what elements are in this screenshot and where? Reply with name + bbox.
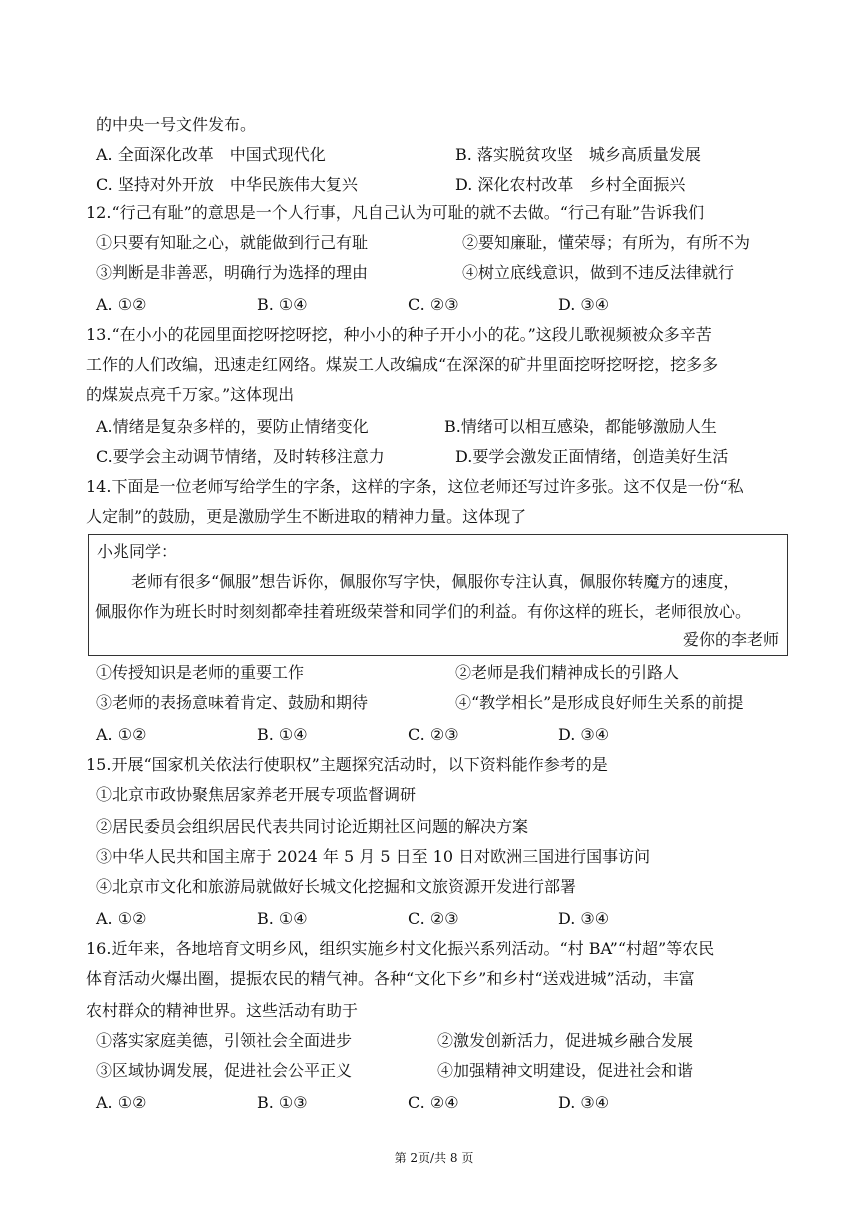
q13-option-b: B.情绪可以相互感染，都能够激励人生 bbox=[444, 417, 717, 436]
q12-choice-d: D. ③④ bbox=[558, 295, 610, 314]
q12-stem: 12.“行己有耻”的意思是一个人行事，凡自己认为可耻的就不去做。“行己有耻”告诉我们 bbox=[86, 203, 705, 222]
q13-option-a: A.情绪是复杂多样的，要防止情绪变化 bbox=[96, 417, 369, 436]
q15-statement-1: ①北京市政协聚焦居家养老开展专项监督调研 bbox=[96, 785, 417, 804]
q14-choice-a: A. ①② bbox=[96, 725, 147, 744]
q15-choice-a: A. ①② bbox=[96, 909, 147, 928]
q11-option-d: D. 深化农村改革 乡村全面振兴 bbox=[455, 175, 686, 194]
q16-stem-line-2: 体育活动火爆出圈，提振农民的精气神。各种“文化下乡”和乡村“送戏进城”活动，丰富 bbox=[86, 969, 695, 988]
q15-choice-c: C. ②③ bbox=[408, 909, 459, 928]
q16-statement-3: ③区域协调发展，促进社会公平正义 bbox=[96, 1061, 353, 1080]
q12-statement-2: ②要知廉耻，懂荣辱；有所为，有所不为 bbox=[462, 233, 751, 252]
page-footer: 第 2页/共 8 页 bbox=[394, 1151, 474, 1165]
q15-statement-4: ④北京市文化和旅游局就做好长城文化挖掘和文旅资源开发进行部署 bbox=[96, 877, 577, 896]
q14-statement-3: ③老师的表扬意味着肯定、鼓励和期待 bbox=[96, 693, 369, 712]
q15-choice-b: B. ①④ bbox=[257, 909, 308, 928]
q13-stem-line-2: 工作的人们改编，迅速走红网络。煤炭工人改编成“在深深的矿井里面挖呀挖呀挖，挖多多 bbox=[86, 355, 719, 374]
q13-stem-line-1: 13.“在小小的花园里面挖呀挖呀挖，种小小的种子开小小的花。”这段儿歌视频被众多辛苦 bbox=[86, 325, 712, 344]
q16-choice-c: C. ②④ bbox=[408, 1093, 459, 1112]
q12-choice-a: A. ①② bbox=[96, 295, 147, 314]
q13-option-d: D.要学会激发正面情绪，创造美好生活 bbox=[455, 447, 729, 466]
q12-choice-b: B. ①④ bbox=[257, 295, 308, 314]
q11-stem-tail: 的中央一号文件发布。 bbox=[96, 115, 257, 134]
q16-choice-b: B. ①③ bbox=[257, 1093, 308, 1112]
q15-choice-d: D. ③④ bbox=[558, 909, 610, 928]
q12-choice-c: C. ②③ bbox=[408, 295, 459, 314]
q11-option-c: C. 坚持对外开放 中华民族伟大复兴 bbox=[96, 175, 358, 194]
note-body-line-2: 佩服你作为班长时时刻刻都牵挂着班级荣誉和同学们的利益。有你这样的班长，老师很放心。 bbox=[95, 602, 752, 621]
q14-choice-d: D. ③④ bbox=[558, 725, 610, 744]
q15-statement-2: ②居民委员会组织居民代表共同讨论近期社区问题的解决方案 bbox=[96, 817, 529, 836]
q16-statement-1: ①落实家庭美德，引领社会全面进步 bbox=[96, 1031, 353, 1050]
q16-choice-d: D. ③④ bbox=[558, 1093, 610, 1112]
q16-choice-a: A. ①② bbox=[96, 1093, 147, 1112]
q15-stem: 15.开展“国家机关依法行使职权”主题探究活动时，以下资料能作参考的是 bbox=[86, 755, 608, 774]
q14-choice-b: B. ①④ bbox=[257, 725, 308, 744]
note-body-line-1: 老师有很多“佩服”想告诉你，佩服你写字快，佩服你专注认真，佩服你转魔方的速度， bbox=[131, 572, 740, 591]
q12-statement-3: ③判断是非善恶，明确行为选择的理由 bbox=[96, 263, 369, 282]
q13-option-c: C.要学会主动调节情绪，及时转移注意力 bbox=[96, 447, 385, 466]
q14-statement-1: ①传授知识是老师的重要工作 bbox=[96, 663, 305, 682]
q12-statement-1: ①只要有知耻之心，就能做到行己有耻 bbox=[96, 233, 369, 252]
q14-stem-line-2: 人定制”的鼓励，更是激励学生不断进取的精神力量。这体现了 bbox=[86, 507, 527, 526]
q12-statement-4: ④树立底线意识，做到不违反法律就行 bbox=[462, 263, 735, 282]
q16-statement-4: ④加强精神文明建设，促进社会和谐 bbox=[437, 1061, 694, 1080]
q14-statement-4: ④“教学相长”是形成良好师生关系的前提 bbox=[455, 693, 744, 712]
note-salutation: 小兆同学： bbox=[97, 542, 178, 561]
note-signature: 爱你的李老师 bbox=[682, 630, 779, 649]
q15-statement-3: ③中华人民共和国主席于 2024 年 5 月 5 日至 10 日对欧洲三国进行国事访问 bbox=[96, 847, 651, 866]
q11-option-b: B. 落实脱贫攻坚 城乡高质量发展 bbox=[455, 145, 701, 164]
q16-statement-2: ②激发创新活力，促进城乡融合发展 bbox=[437, 1031, 694, 1050]
q16-stem-line-1: 16.近年来，各地培育文明乡风，组织实施乡村文化振兴系列活动。“村 BA”“村超”等农民 bbox=[86, 939, 715, 958]
q16-stem-line-3: 农村群众的精神世界。这些活动有助于 bbox=[86, 1001, 359, 1020]
q13-stem-line-3: 的煤炭点亮千万家。”这体现出 bbox=[86, 385, 295, 404]
q14-statement-2: ②老师是我们精神成长的引路人 bbox=[455, 663, 680, 682]
q14-choice-c: C. ②③ bbox=[408, 725, 459, 744]
teacher-note-box bbox=[88, 534, 788, 656]
q14-stem-line-1: 14.下面是一位老师写给学生的字条，这样的字条，这位老师还写过许多张。这不仅是一份“私 bbox=[86, 477, 744, 496]
q11-option-a: A. 全面深化改革 中国式现代化 bbox=[96, 145, 326, 164]
